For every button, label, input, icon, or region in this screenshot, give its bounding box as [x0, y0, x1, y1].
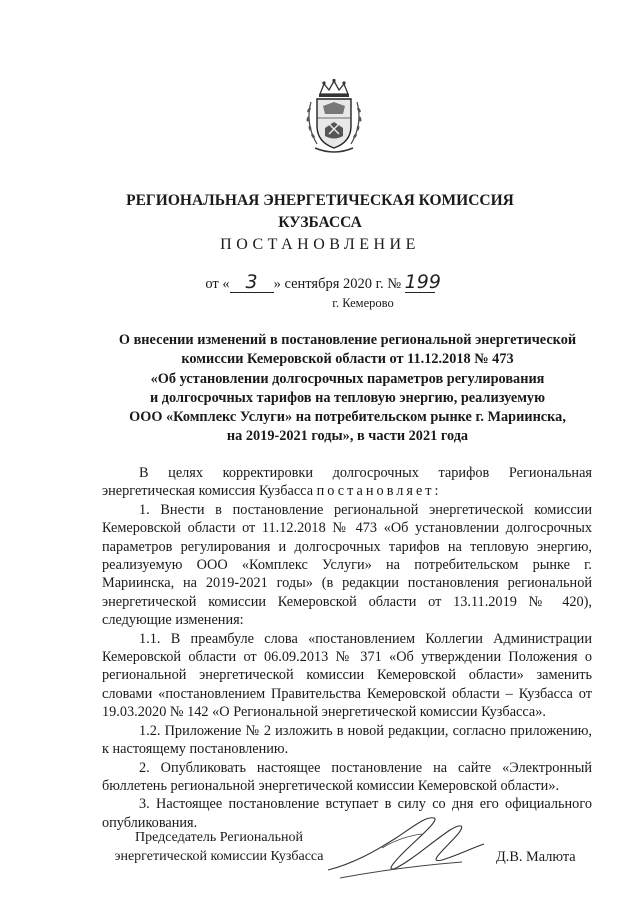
resolves-word: постановляет: — [316, 483, 442, 500]
signatory-title-line2: энергетической комиссии Кузбасса — [114, 849, 324, 864]
day-field — [230, 271, 274, 293]
date-prefix: от « — [205, 276, 230, 292]
document-subject — [100, 331, 595, 447]
number-field — [404, 271, 441, 293]
signatory-title-line1: Председатель Региональной — [134, 830, 304, 845]
clause-2: 2. Опубликовать настоящее постановление на сайте «Электронный бюллетень региональной энергетической комиссии Кемеровской области». — [102, 759, 592, 794]
date-number-line — [0, 271, 640, 293]
subject-line: и долгосрочных тарифов на тепловую энергию, реализуемую — [150, 389, 545, 406]
subject-line: на 2019-2021 годы», в части 2021 года — [226, 428, 469, 445]
city-line: г. Кемерово — [332, 296, 394, 310]
subject-line: «Об установлении долгосрочных параметров регулирования — [150, 370, 545, 387]
clause-1: 1. Внести в постановление региональной энергетической комиссии Кемеровской области от 11.12.2018 № 473 «Об установлении долгосрочных параметров регулирования и долгосрочных тарифов на тепловую энергию, реализуемую ООО «Комплекс Услуги» на потребительском рынке г. Мариинска, на 2019-2021 годы» (в редакции постановления региональной энергетической комиссии Кемеровской области от 13.11.2019 № 420), следующие изменения: — [102, 501, 592, 629]
document-type-title: ПОСТАНОВЛЕНИЕ — [220, 236, 420, 253]
day-handwritten: 3 — [245, 271, 258, 293]
signatory-name: Д.В. Малюта — [496, 849, 576, 865]
subject-line: О внесении изменений в постановление региональной энергетической — [118, 332, 577, 348]
clause-1-2: 1.2. Приложение № 2 изложить в новой редакции, согласно приложению, к настоящему постановлению. — [102, 722, 592, 758]
number-handwritten: 199 — [404, 271, 441, 293]
clause-3: 3. Настоящее постановление вступает в силу со дня его официального опубликования. — [102, 796, 592, 831]
organization-name-line2: КУЗБАССА — [278, 214, 362, 231]
subject-line: комиссии Кемеровской области от 11.12.2018 № 473 — [181, 351, 514, 368]
clause-1-1: 1.1. В преамбуле слова «постановлением Коллегии Администрации Кемеровской области от 06.09.2013 № 371 «Об утверждении Положения о региональной энергетической комиссии Кемеровской области» заменить словами «постановлением Правительства Кемеровской области – Кузбасса от 19.03.2020 № 142 «О Региональной энергетической комиссии Кузбасса». — [102, 630, 592, 721]
document-body — [102, 464, 592, 832]
intro-text: В целях корректировки долгосрочных тарифов Региональная энергетическая комиссия Кузбасса — [102, 465, 592, 500]
intro-paragraph — [102, 464, 592, 501]
subject-line: ООО «Комплекс Услуги» на потребительском рынке г. Мариинска, — [129, 409, 566, 426]
signatory-title — [104, 828, 334, 866]
coat-of-arms-emblem — [303, 78, 365, 154]
organization-name — [0, 190, 640, 234]
date-middle: » сентября 2020 г. № — [273, 276, 402, 292]
handwritten-signature — [322, 808, 490, 886]
organization-name-line1: РЕГИОНАЛЬНАЯ ЭНЕРГЕТИЧЕСКАЯ КОМИССИЯ — [126, 192, 514, 209]
